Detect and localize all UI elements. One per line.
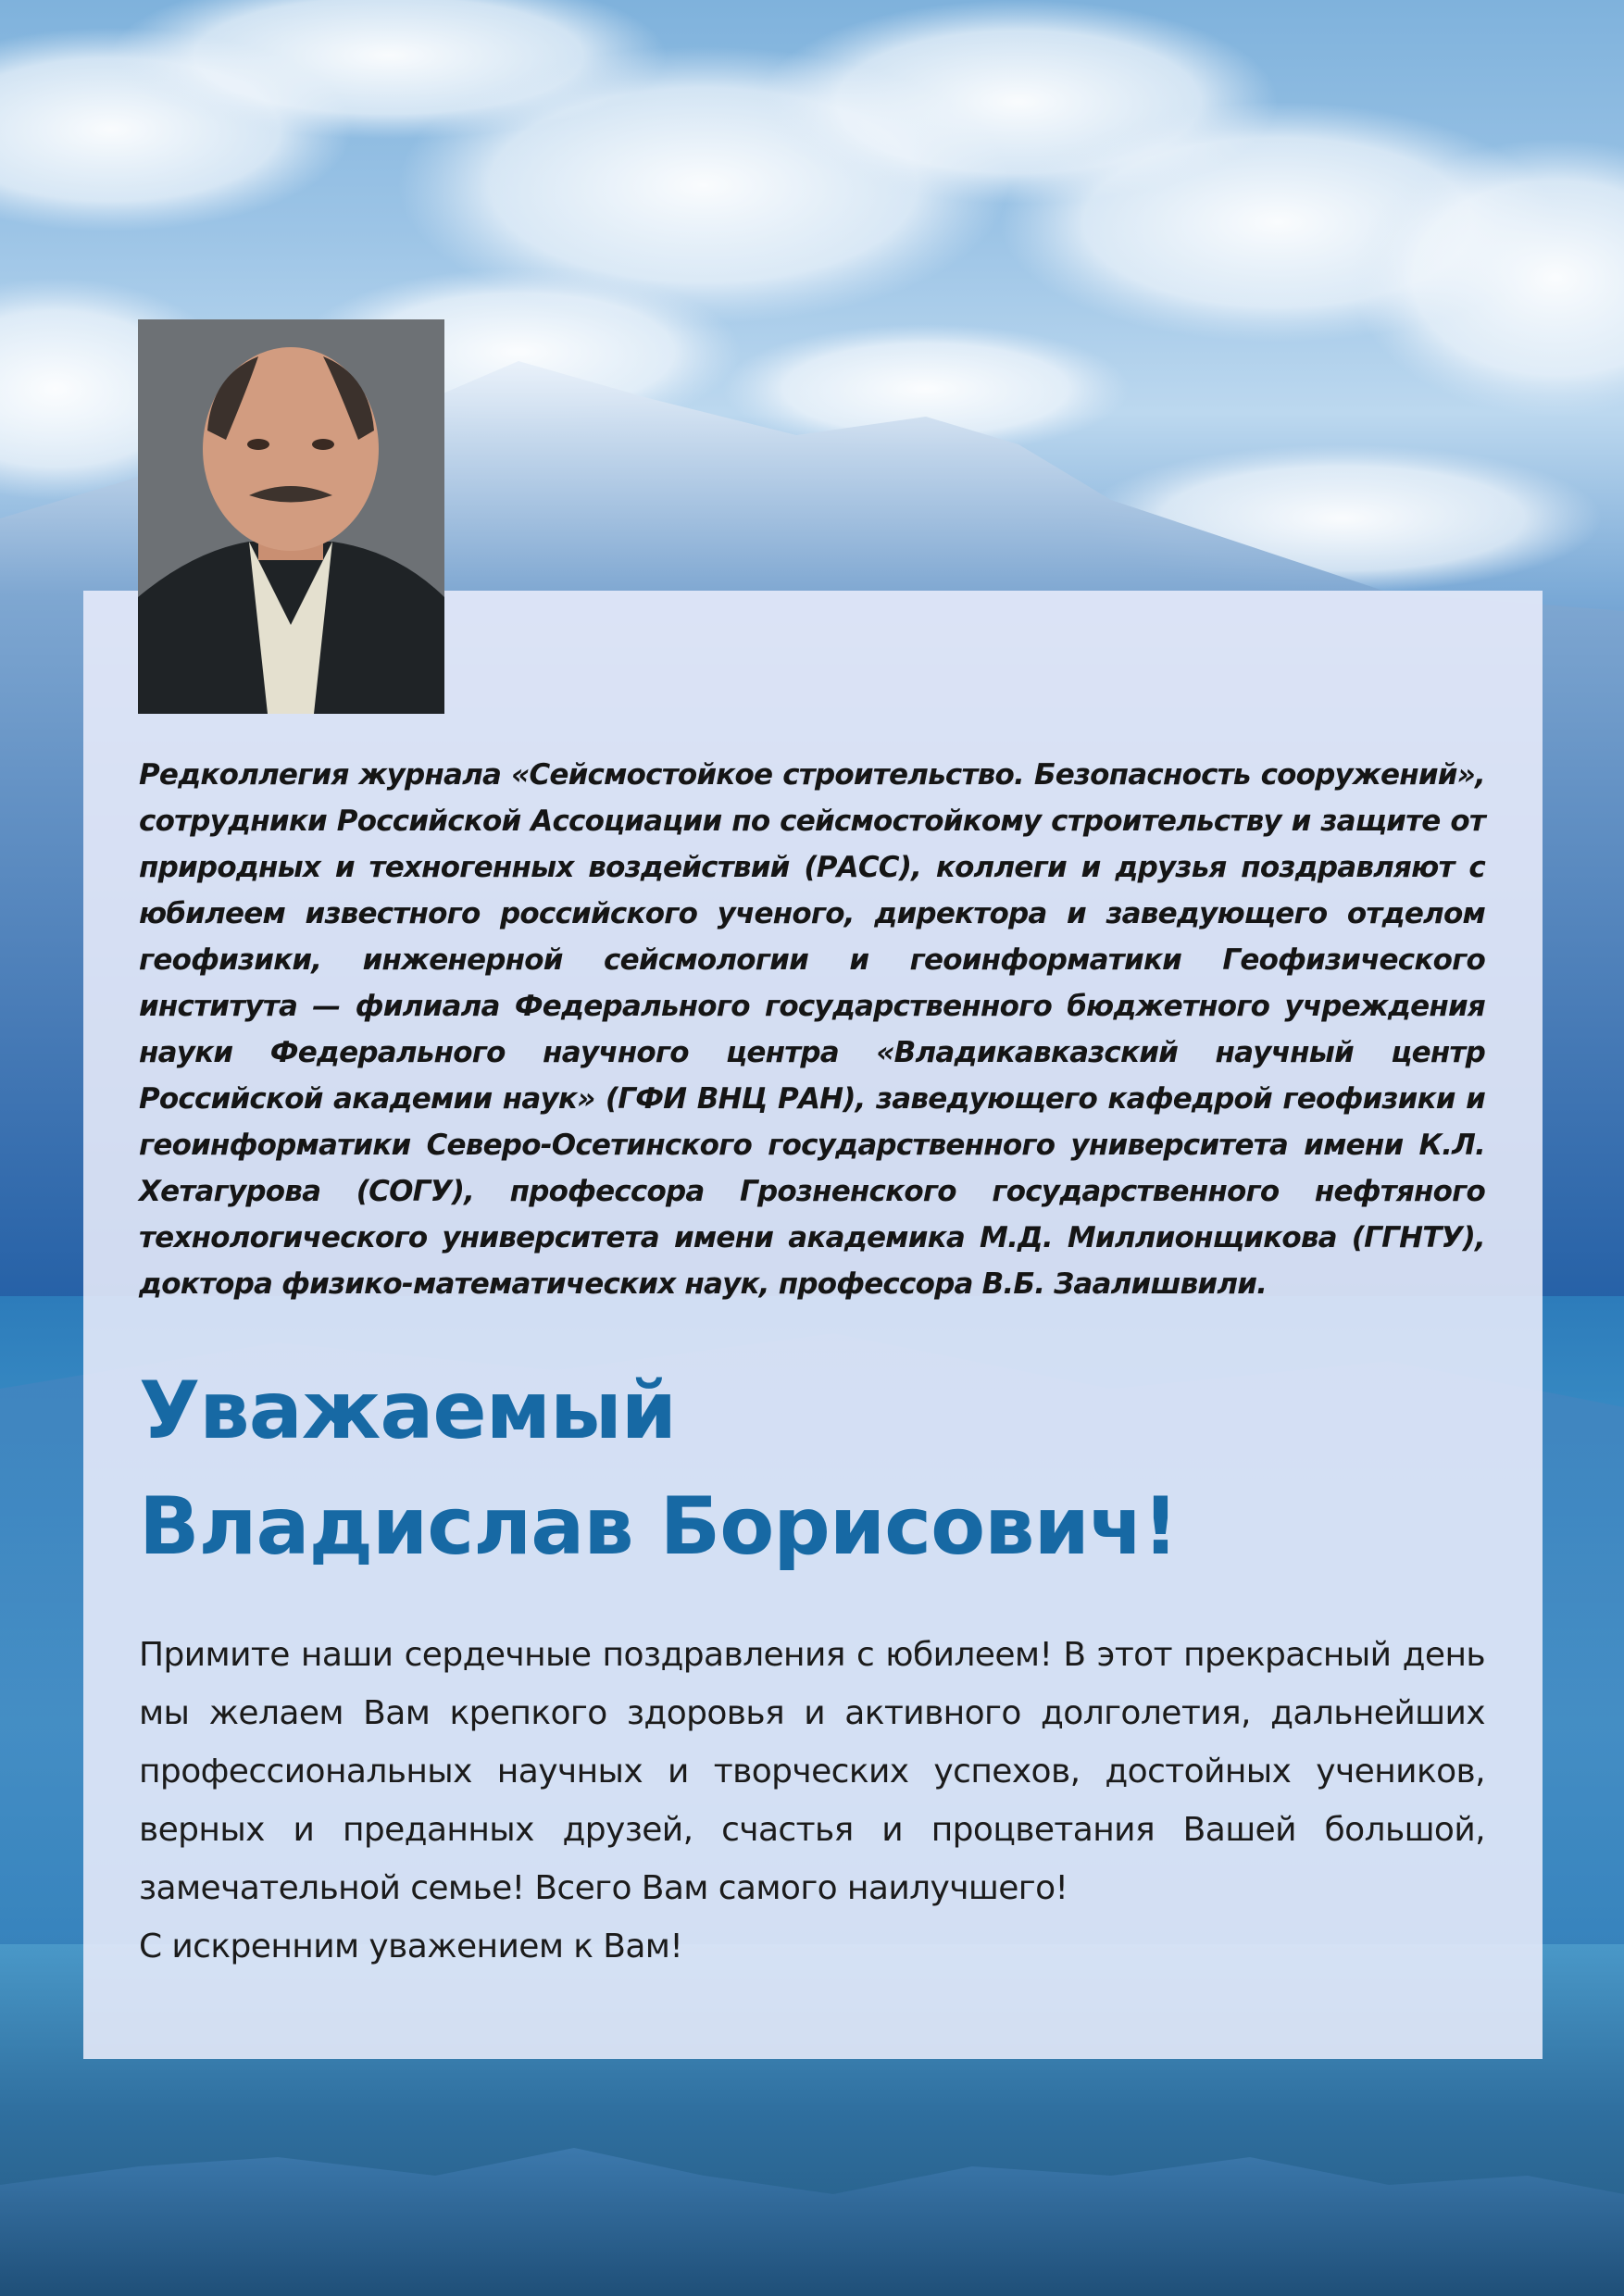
intro-paragraph: Редколлегия журнала «Сейсмостойкое строительство. Безопасность сооружений», сотрудники Российской Ассоциации по сейсмостойкому строительству и защите от природных и техногенных воздействий (РАСС), коллеги и друзья поздравляют с юбилеем известного российского ученого, директора и заведующего отделом геофизики, инженерной сейсмологии и геоинформатики Геофизического института — филиала Федерального государственного бюджетного учреждения науки Федерального научного центра «Владикавказский научный центр Российской академии наук» (ГФИ ВНЦ РАН), заведующего кафедрой геофизики и геоинформатики Северо-Осетинского государственного университета имени К.Л. Хетагурова (СОГУ), профессора Грозненского государственного нефтяного технологического университета имени академика М.Д. Миллионщикова (ГГНТУ), доктора физико-математических наук, профессора В.Б. Заалишвили. bbox=[139, 758, 1485, 1301]
greeting-line-1: Уважаемый bbox=[139, 1365, 677, 1457]
wishes-paragraph: Примите наши сердечные поздравления с юбилеем! В этот прекрасный день мы желаем Вам крепкого здоровья и активного долголетия, дальнейших профессиональных научных и творческих успехов, достойных учеников, верных и преданных друзей, счастья и процветания Вашей большой, замечательной семье! Всего Вам самого наилучшего! bbox=[139, 1636, 1485, 1907]
closing-line: С искренним уважением к Вам! bbox=[139, 1928, 683, 1965]
greeting-line-2: Владислав Борисович! bbox=[139, 1480, 1179, 1573]
foreground-ridge bbox=[0, 2148, 1624, 2296]
greeting-heading bbox=[139, 1354, 1485, 1585]
portrait-photo bbox=[138, 319, 444, 714]
portrait-photo-icon bbox=[138, 319, 444, 714]
